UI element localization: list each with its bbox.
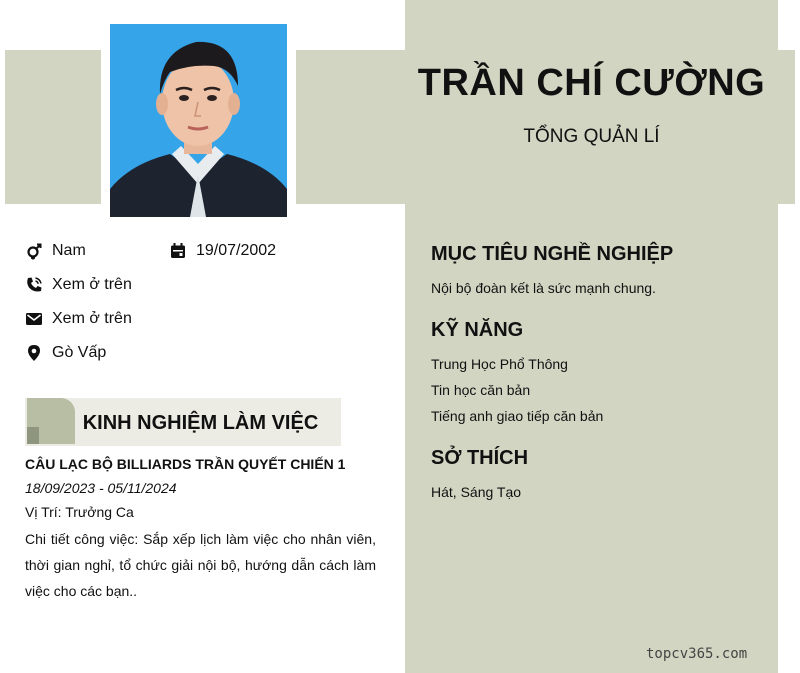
skill-item: Tiếng anh giao tiếp căn bản [431, 408, 604, 424]
hobbies-heading: SỞ THÍCH [431, 447, 529, 469]
calendar-icon [169, 242, 187, 260]
objective-text: Nội bộ đoàn kết là sức mạnh chung. [431, 280, 656, 296]
experience-heading: KINH NGHIỆM LÀM VIỆC [82, 412, 319, 434]
job-company: CÂU LẠC BỘ BILLIARDS TRẦN QUYẾT CHIẾN 1 [25, 456, 346, 472]
gender-value: Nam [52, 242, 86, 259]
gender-icon [25, 242, 43, 260]
skill-item: Trung Học Phổ Thông [431, 356, 568, 372]
watermark: topcv365.com [646, 646, 748, 662]
phone-row [25, 276, 132, 294]
job-position: Vị Trí: Trưởng Ca [25, 504, 134, 520]
candidate-name: TRẦN CHÍ CƯỜNG [417, 62, 766, 104]
map-pin-icon [25, 344, 43, 362]
header-band-middle [296, 50, 406, 204]
skill-item: Tin học căn bản [431, 382, 531, 398]
header-band-right [778, 50, 795, 204]
address-value: Gò Vấp [52, 344, 107, 361]
phone-icon [25, 276, 43, 294]
gender-row [25, 242, 86, 260]
birthday-value: 19/07/2002 [196, 242, 277, 259]
job-title: TỔNG QUẢN LÍ [523, 126, 660, 147]
address-row [25, 344, 106, 362]
birthday-row [169, 242, 276, 260]
email-row [25, 310, 132, 328]
person-photo-icon [110, 24, 287, 217]
profile-photo [110, 24, 287, 217]
envelope-icon [25, 310, 43, 328]
header-band-left [5, 50, 101, 204]
hobbies-text: Hát, Sáng Tạo [431, 484, 522, 500]
experience-corner-fold [27, 427, 39, 444]
job-dates: 18/09/2023 - 05/11/2024 [25, 480, 177, 496]
phone-value: Xem ở trên [52, 276, 132, 293]
job-detail: Chi tiết công việc: Sắp xếp lịch làm việc cho nhân viên, thời gian nghỉ, tổ chức giải nội bộ, hướng dẫn cách làm việc cho các bạn.. [25, 531, 376, 599]
skills-heading: KỸ NĂNG [431, 319, 524, 341]
objective-heading: MỤC TIÊU NGHỀ NGHIỆP [431, 243, 674, 265]
email-value: Xem ở trên [52, 310, 132, 327]
